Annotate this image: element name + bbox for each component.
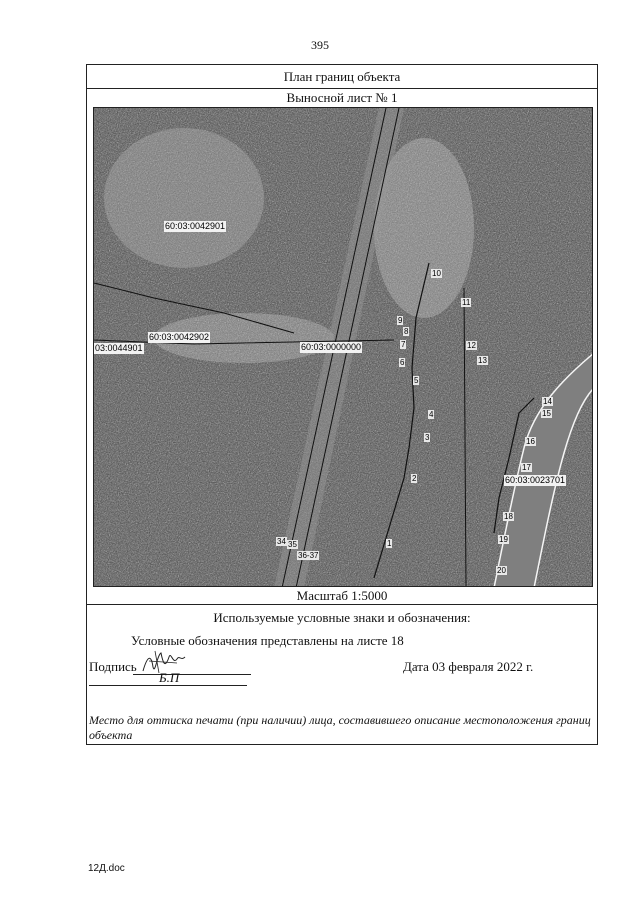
point-label: 35 [288,540,297,549]
point-label: 15 [542,409,551,418]
point-label: 8 [404,327,409,336]
point-label: 12 [467,341,476,350]
signature-date: Дата 03 февраля 2022 г. [403,659,534,674]
map-scale: Масштаб 1:5000 [87,587,597,605]
point-label: 16 [526,437,535,446]
point-label: 1 [387,539,392,548]
point-label: 6 [400,358,405,367]
file-name: 12Д.doc [88,863,125,874]
point-label: 34 [277,537,286,546]
point-label: 20 [497,566,506,575]
point-label: 13 [478,356,487,365]
sheet-title: Выносной лист № 1 [286,90,398,105]
point-label: 36-37 [298,551,319,560]
page-number: 395 [311,38,329,52]
point-label: 4 [429,410,434,419]
parcel-label: 60:03:0023701 [505,475,566,485]
signature-label: Подпись [89,659,137,674]
legend-title: Используемые условные знаки и обозначения: [213,610,471,625]
legend-note: Условные обозначения представлены на листе 18 [131,633,404,648]
point-label: 5 [414,376,419,385]
parcel-label: 03:0044901 [95,343,143,353]
point-label: 11 [462,298,471,307]
plan-title: План границ объекта [87,65,597,89]
point-label: 3 [425,433,430,442]
point-label: 9 [398,316,403,325]
point-label: 10 [432,269,441,278]
point-label: 2 [412,474,417,483]
parcel-label: 60:03:0000000 [301,342,362,352]
aerial-map [93,107,593,587]
parcel-label: 60:03:0042901 [165,221,226,231]
boundary-plan-form [86,64,598,745]
parcel-label: 60:03:0042902 [149,332,210,342]
point-label: 17 [522,463,531,472]
stamp-placeholder-note: Место для оттиска печати (при наличии) лица, составившего описание местоположения границ объекта [89,713,591,742]
signature-initials: Б.П [159,670,180,685]
point-label: 14 [543,397,552,406]
point-label: 7 [401,340,406,349]
point-label: 18 [504,512,513,521]
point-label: 19 [499,535,508,544]
